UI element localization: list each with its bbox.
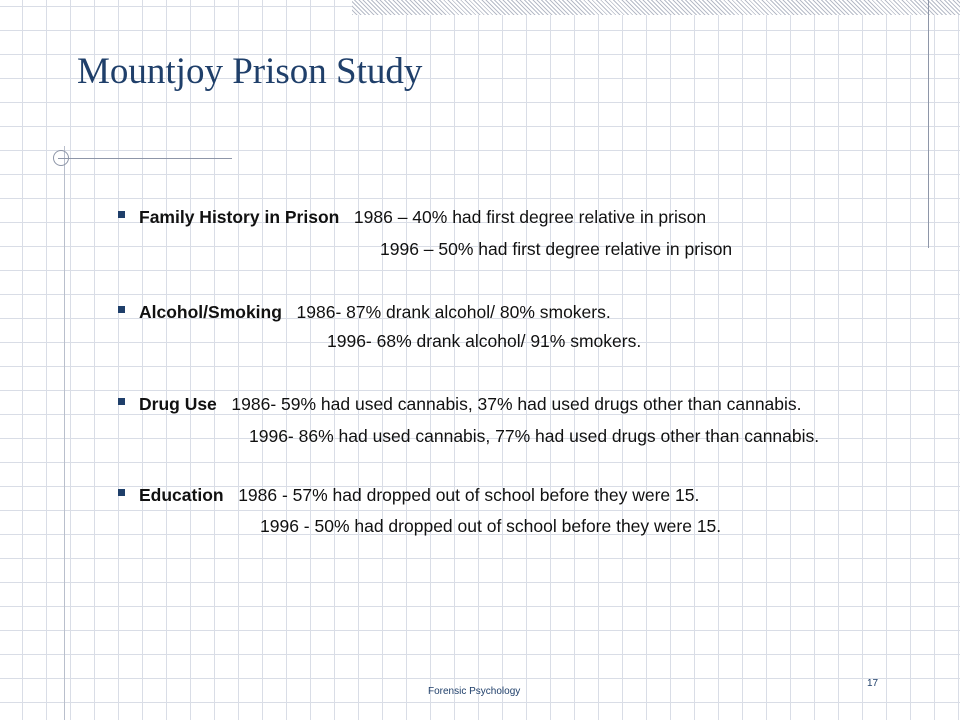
slide-title: Mountjoy Prison Study	[77, 51, 423, 92]
bullet-item-education	[139, 484, 699, 506]
bullet-item-family-history	[139, 206, 706, 228]
bullet-marker	[118, 489, 125, 496]
bullet-continuation: 1996- 86% had used cannabis, 77% had used drugs other than cannabis.	[249, 426, 820, 446]
bullet-continuation: 1996 - 50% had dropped out of school before they were 15.	[260, 516, 722, 536]
bullet-continuation: 1996- 68% drank alcohol/ 91% smokers.	[327, 331, 642, 351]
page-number: 17	[867, 678, 879, 689]
bullet-continuation: 1996 – 50% had first degree relative in prison	[380, 239, 733, 259]
bullet-marker	[118, 211, 125, 218]
bullet-item-alcohol-smoking	[139, 301, 611, 323]
bullet-label: Education	[139, 485, 224, 505]
bullet-text-1986: 1986- 87% drank alcohol/ 80% smokers.	[296, 302, 611, 322]
bullet-marker	[118, 398, 125, 405]
bullet-label: Family History in Prison	[139, 207, 340, 227]
bullet-marker	[118, 306, 125, 313]
bullet-text-1986: 1986 - 57% had dropped out of school before they were 15.	[238, 485, 700, 505]
bullet-text-1986: 1986- 59% had used cannabis, 37% had used drugs other than cannabis.	[231, 394, 802, 414]
bullet-item-drug-use	[139, 393, 802, 415]
bullet-label: Alcohol/Smoking	[139, 302, 282, 322]
bullet-text-1986: 1986 – 40% had first degree relative in prison	[353, 207, 707, 227]
bullet-label: Drug Use	[139, 394, 217, 414]
footer-text: Forensic Psychology	[428, 686, 521, 697]
